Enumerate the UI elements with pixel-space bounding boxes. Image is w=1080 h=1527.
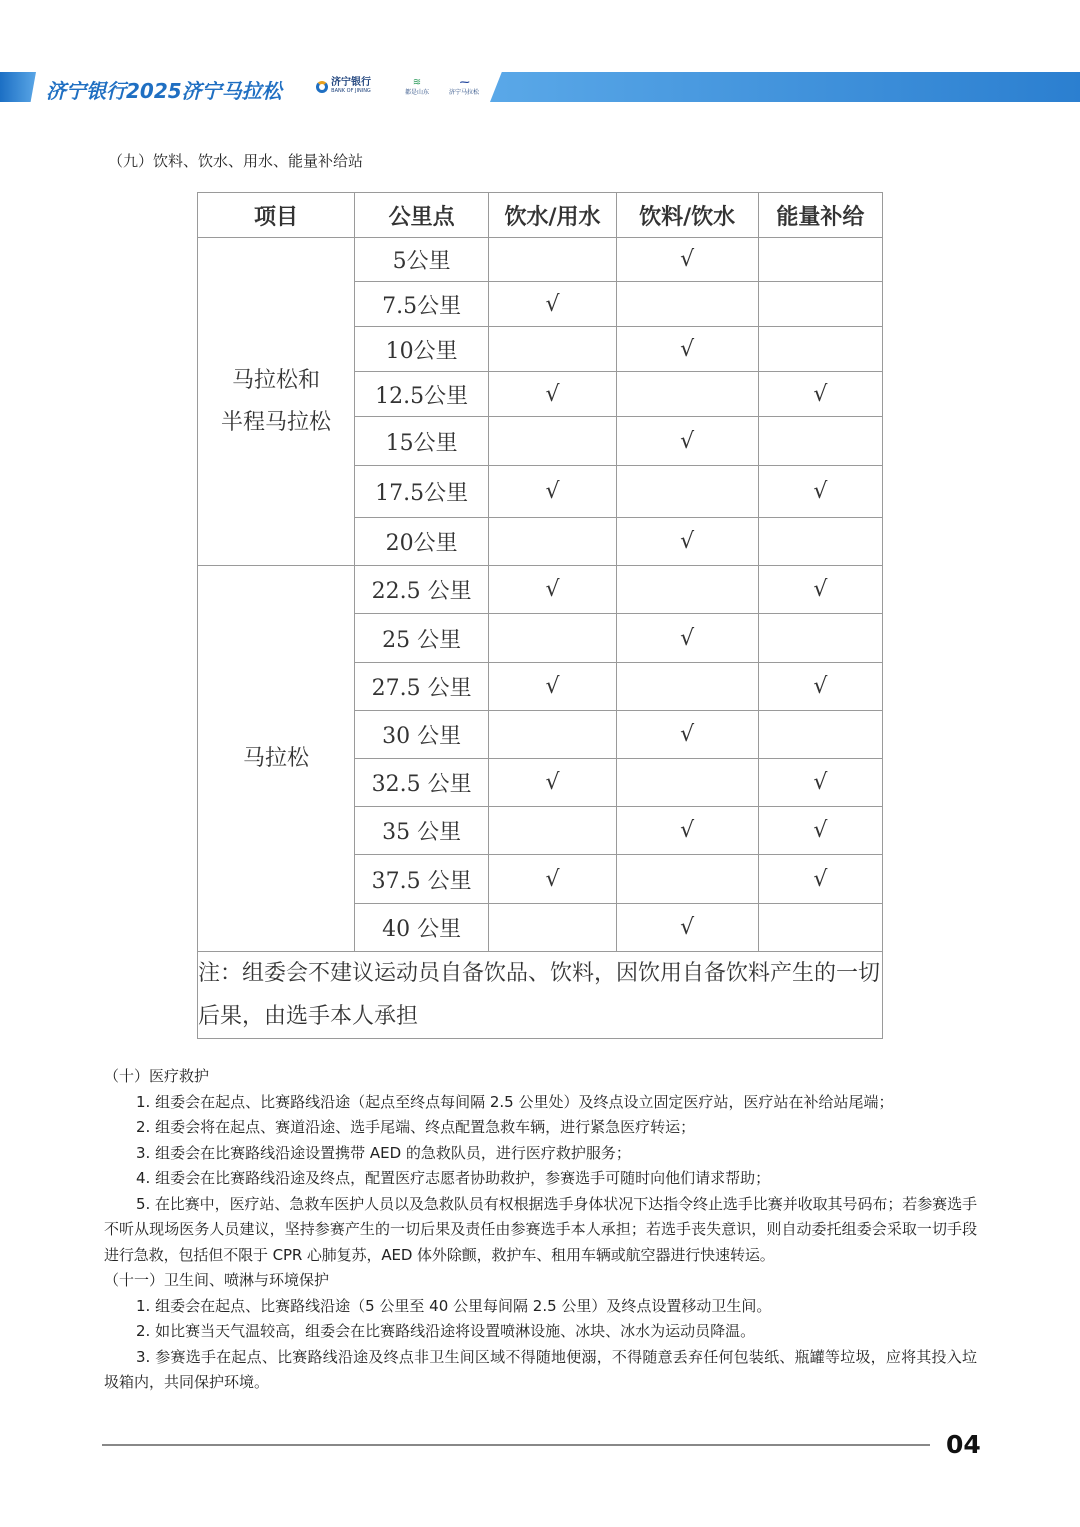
energy-cell: [758, 282, 882, 327]
section10: [104, 1064, 977, 1396]
check-mark-icon: √: [545, 866, 560, 892]
km-cell: 22.5 公里: [354, 566, 488, 614]
check-mark-icon: √: [545, 770, 560, 795]
check-mark-icon: √: [813, 770, 828, 795]
km-cell: 20公里: [354, 518, 488, 566]
km-cell: 40 公里: [354, 904, 488, 952]
energy-cell: [758, 238, 882, 282]
km-cell: 32.5 公里: [354, 759, 488, 807]
energy-cell: [758, 327, 882, 372]
supply-station-table: [197, 192, 883, 1039]
water-cell: [489, 282, 616, 327]
group-name-line: 半程马拉松: [220, 409, 331, 435]
section10-item: 5. 在比赛中，医疗站、急救车医护人员以及急救队员有权根据选手身体状况下达指令终止选手比赛并收取其号码布；若参赛选手不听从现场医务人员建议，坚持参赛产生的一切后果及责任由参赛选手本人承担；若选手丧失意识，则自动委托组委会采取一切手段进行急救，包括但不限于 CPR 心肺复苏，AED 体外除颤，救护车、租用车辆或航空器进行快速转运。: [104, 1194, 977, 1264]
km-cell: 35 公里: [354, 807, 488, 855]
shandong-logo-text: 都是山东: [404, 89, 429, 96]
drink-cell: [616, 663, 758, 711]
section11-item: 1. 组委会在起点、比赛路线沿途（5 公里至 40 公里每间隔 2.5 公里）及终点设置移动卫生间。: [136, 1296, 772, 1315]
water-cell: [489, 466, 616, 518]
check-mark-icon: √: [545, 577, 560, 602]
section10-title: （十）医疗救护: [104, 1067, 210, 1085]
col-header-item: 项目: [198, 193, 355, 238]
drink-cell: [616, 417, 758, 466]
drink-cell: [616, 711, 758, 759]
check-mark-icon: √: [813, 866, 828, 892]
check-mark-icon: √: [545, 479, 560, 504]
drink-cell: [616, 282, 758, 327]
section9-title: （九）饮料、饮水、用水、能量补给站: [108, 152, 364, 170]
energy-cell: [758, 759, 882, 807]
marathon-logo-mark: ⁓: [459, 77, 469, 88]
note-row: [198, 952, 883, 1039]
energy-cell: [758, 711, 882, 759]
check-mark-icon: √: [680, 625, 695, 651]
section11-title: （十一）卫生间、喷淋与环境保护: [104, 1271, 330, 1289]
water-cell: [489, 417, 616, 466]
drink-cell: [616, 238, 758, 282]
check-mark-icon: √: [813, 479, 828, 504]
check-mark-icon: √: [680, 336, 695, 362]
drink-cell: [616, 904, 758, 952]
group-name-cell: [198, 238, 355, 566]
water-cell: [489, 566, 616, 614]
table-note: 注：组委会不建议运动员自备饮品、饮料，因饮用自备饮料产生的一切后果，由选手本人承担: [198, 952, 883, 1039]
page-number: 04: [946, 1430, 981, 1459]
group-name-line: 马拉松和: [231, 367, 320, 393]
water-cell: [489, 855, 616, 904]
bank-of-jining-logo: [316, 78, 371, 96]
check-mark-icon: √: [813, 381, 828, 407]
section10-item: 3. 组委会在比赛路线沿途设置携带 AED 的急救队员，进行医疗救护服务；: [136, 1143, 631, 1162]
shandong-logo: [404, 78, 430, 97]
drink-cell: [616, 855, 758, 904]
energy-cell: [758, 904, 882, 952]
water-cell: [489, 759, 616, 807]
energy-cell: [758, 372, 882, 417]
check-mark-icon: √: [813, 674, 828, 699]
drink-cell: [616, 327, 758, 372]
drink-cell: [616, 759, 758, 807]
col-header-drink: 饮料/饮水: [616, 193, 758, 238]
group-name-cell: [198, 566, 355, 952]
table-row: [198, 238, 883, 282]
bank-logo-cn: 济宁银行: [331, 77, 371, 88]
check-mark-icon: √: [680, 818, 695, 843]
drink-cell: [616, 566, 758, 614]
km-cell: 30 公里: [354, 711, 488, 759]
jining-marathon-logo: [446, 78, 482, 97]
group-name-line: 马拉松: [242, 745, 309, 771]
bank-logo-icon: [316, 81, 328, 93]
km-cell: 27.5 公里: [354, 663, 488, 711]
check-mark-icon: √: [545, 291, 560, 317]
km-cell: 5公里: [354, 238, 488, 282]
drink-cell: [616, 518, 758, 566]
col-header-energy: 能量补给: [758, 193, 882, 238]
energy-cell: [758, 614, 882, 663]
drink-cell: [616, 372, 758, 417]
km-cell: 17.5公里: [354, 466, 488, 518]
water-cell: [489, 518, 616, 566]
footer-divider: [102, 1444, 930, 1446]
section11-item: 3. 参赛选手在起点、比赛路线沿途及终点非卫生间区域不得随地便溺，不得随意丢弃任何包装纸、瓶罐等垃圾，应将其投入垃圾箱内，共同保护环境。: [104, 1347, 977, 1391]
section10-item: 4. 组委会在比赛路线沿途及终点，配置医疗志愿者协助救护，参赛选手可随时向他们请求帮助；: [136, 1169, 771, 1187]
energy-cell: [758, 518, 882, 566]
energy-cell: [758, 417, 882, 466]
water-cell: [489, 904, 616, 952]
col-header-km: 公里点: [354, 193, 488, 238]
water-cell: [489, 327, 616, 372]
section10-item: 1. 组委会在起点、比赛路线沿途（起点至终点每间隔 2.5 公里处）及终点设立固定医疗站，医疗站在补给站尾端；: [136, 1092, 894, 1111]
water-cell: [489, 614, 616, 663]
energy-cell: [758, 566, 882, 614]
section10-item: 2. 组委会将在起点、赛道沿途、选手尾端、终点配置急救车辆，进行紧急医疗转运；: [136, 1118, 696, 1136]
header-band-left: [0, 72, 36, 102]
energy-cell: [758, 466, 882, 518]
water-cell: [489, 807, 616, 855]
col-header-water: 饮水/用水: [489, 193, 616, 238]
drink-cell: [616, 466, 758, 518]
check-mark-icon: √: [545, 674, 560, 699]
km-cell: 15公里: [354, 417, 488, 466]
km-cell: 12.5公里: [354, 372, 488, 417]
water-cell: [489, 663, 616, 711]
check-mark-icon: √: [680, 529, 695, 554]
km-cell: 37.5 公里: [354, 855, 488, 904]
check-mark-icon: √: [680, 722, 695, 747]
km-cell: 7.5公里: [354, 282, 488, 327]
water-cell: [489, 238, 616, 282]
km-cell: 10公里: [354, 327, 488, 372]
table-header-row: [198, 193, 883, 238]
water-cell: [489, 711, 616, 759]
section11-item: 2. 如比赛当天气温较高，组委会在比赛路线沿途将设置喷淋设施、冰块、冰水为运动员降温。: [136, 1322, 756, 1340]
check-mark-icon: √: [545, 381, 560, 407]
water-cell: [489, 372, 616, 417]
check-mark-icon: √: [813, 818, 828, 843]
energy-cell: [758, 855, 882, 904]
check-mark-icon: √: [680, 428, 695, 454]
km-cell: 25 公里: [354, 614, 488, 663]
table-row: [198, 566, 883, 614]
check-mark-icon: √: [680, 247, 695, 272]
marathon-logo-text: 济宁马拉松: [448, 89, 479, 96]
bank-logo-en: BANK OF JINING: [331, 88, 371, 94]
header-band-right: [490, 72, 1080, 102]
drink-cell: [616, 614, 758, 663]
energy-cell: [758, 807, 882, 855]
shandong-logo-mark: ≋: [412, 77, 422, 88]
drink-cell: [616, 807, 758, 855]
brand-title: 济宁银行2025济宁马拉松: [46, 79, 282, 103]
check-mark-icon: √: [680, 915, 695, 940]
check-mark-icon: √: [813, 577, 828, 602]
energy-cell: [758, 663, 882, 711]
